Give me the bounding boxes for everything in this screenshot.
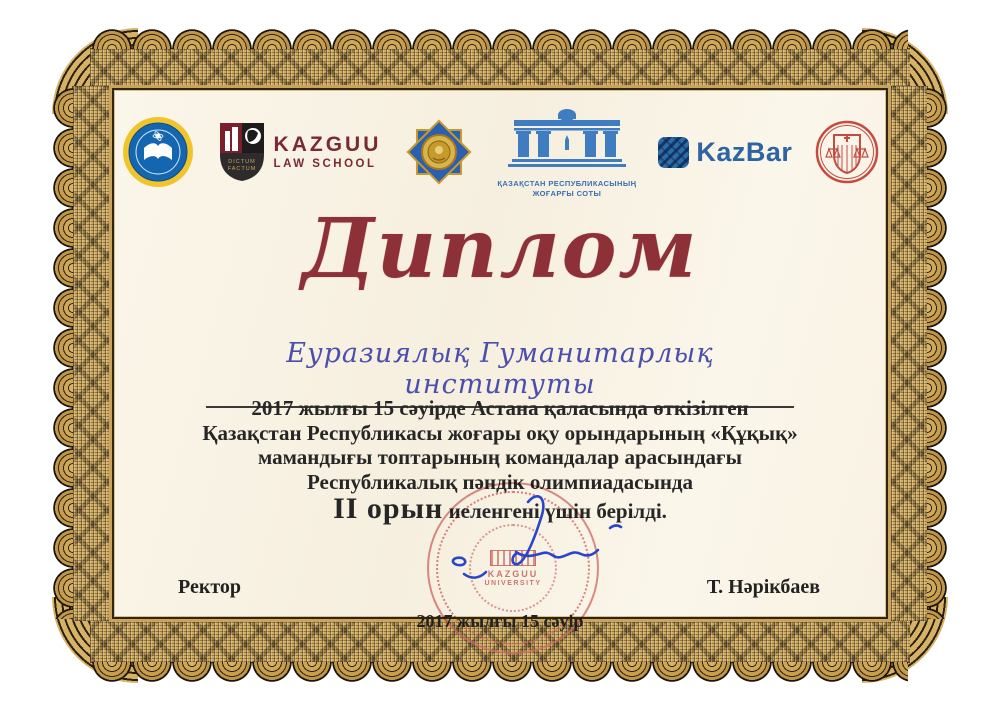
diploma-title: Диплом	[301, 201, 699, 297]
kazguu-motto-line1: DICTUM	[227, 159, 256, 165]
citation-line: Қазақстан Республикасы жоғары оқу орындарының «Құқық»	[202, 420, 798, 445]
kazguu-law-school-logo	[218, 121, 382, 183]
citation-line: Республикалық пәндік олимпиадасында	[306, 469, 694, 494]
recipient-handwritten-line: Еуразиялық Гуманитарлық институты	[206, 338, 794, 408]
education-seal-logo	[120, 114, 196, 190]
supreme-court-caption	[497, 179, 636, 199]
red-shield-scales-icon	[814, 119, 880, 185]
supreme-court-building-icon	[508, 105, 626, 169]
kazguu-name: KAZGUU	[273, 132, 382, 156]
kazguu-wordmark	[274, 134, 382, 170]
border-edge-top	[90, 48, 910, 91]
award-place: II орын	[333, 492, 444, 525]
issue-date: 2017 жылғы 15 сәуір	[416, 611, 584, 631]
supreme-court-caption-line2: ЖОҒАРҒЫ СОТЫ	[532, 189, 602, 198]
rector-signature	[432, 486, 642, 616]
kazbar-logo	[658, 137, 792, 168]
stamp-text-line2: UNIVERSITY	[484, 579, 542, 587]
supreme-court-caption-line1: ҚАЗАҚСТАН РЕСПУБЛИКАСЫНЫҢ	[497, 178, 637, 188]
rector-label: Ректор	[178, 576, 242, 598]
certificate-paper	[112, 88, 888, 631]
citation-line: мамандығы топтарының командалар арасындағы	[257, 445, 742, 469]
partner-logos-row	[124, 100, 876, 204]
border-edge-left	[72, 86, 115, 621]
supreme-court-logo	[497, 105, 636, 199]
prosecutor-star-icon	[403, 116, 475, 188]
kazguu-subtitle: LAW SCHOOL	[273, 157, 377, 170]
signatory-name: Т. Нәрікбаев	[706, 576, 820, 598]
law-emblem-logo	[814, 119, 880, 185]
kazguu-shield-icon	[218, 121, 266, 183]
award-suffix: иеленгені үшін берілді.	[448, 499, 667, 523]
stamp-text-line1: KAZGUU	[487, 568, 539, 579]
kazbar-wordmark: KazBar	[696, 136, 793, 167]
citation-line: 2017 жылғы 15 сәуірде Астана қаласында өткізілген	[251, 396, 749, 420]
education-seal-icon	[120, 114, 196, 190]
kazbar-icon	[658, 137, 689, 168]
border-edge-right	[885, 86, 928, 621]
prosecutor-emblem-logo	[403, 116, 475, 188]
kazguu-motto-line2: FACTUM	[227, 166, 256, 172]
